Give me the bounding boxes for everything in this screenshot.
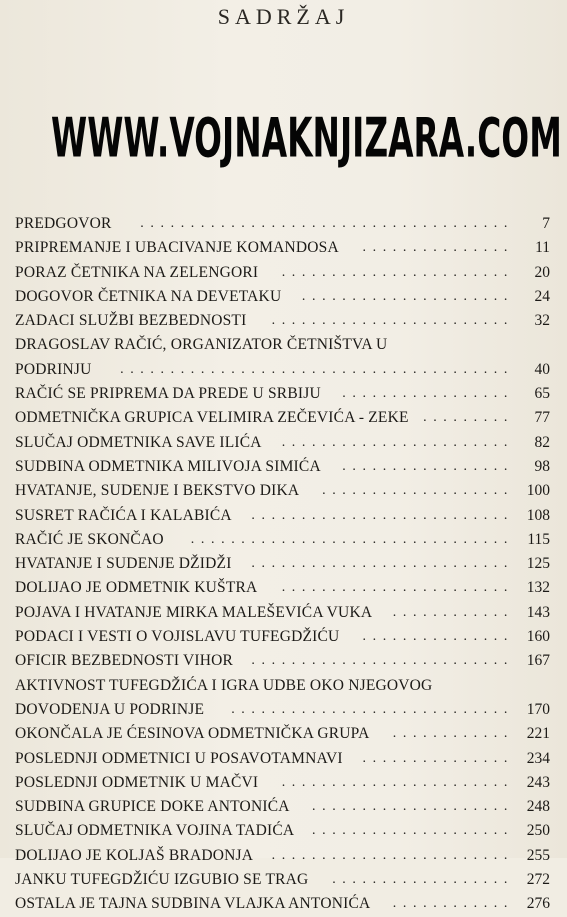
toc-entry-page: 255 bbox=[526, 846, 550, 864]
toc-entry-title: JANKU TUFEGDŽIĆU IZGUBIO SE TRAG bbox=[15, 871, 309, 889]
dot-leader: ............... bbox=[362, 750, 514, 766]
toc-entry-page: 11 bbox=[535, 239, 550, 257]
toc-entry-title: PORAZ ČETNIKA NA ZELENGORI bbox=[15, 263, 259, 281]
toc-entry-page: 125 bbox=[526, 555, 550, 573]
toc-entry bbox=[15, 333, 550, 357]
toc-entry-title: RAČIĆ JE SKONČAO bbox=[15, 530, 164, 548]
dot-leader: ............ bbox=[392, 896, 514, 912]
dot-leader: ....................................... bbox=[120, 361, 514, 377]
toc-entry-title: ZADACI SLUŽBI BEZBEDNOSTI bbox=[15, 312, 247, 330]
dot-leader: ................. bbox=[342, 386, 514, 402]
toc-entry-page: 115 bbox=[527, 530, 550, 548]
toc-entry-title: POSLEDNJI ODMETNICI U POSAVOTAMNAVI bbox=[15, 749, 343, 767]
watermark: WWW.VOJNAKNJIZARA.COM bbox=[51, 108, 562, 171]
toc-entry-page: 24 bbox=[534, 287, 550, 305]
toc-entry bbox=[15, 504, 550, 528]
toc-entry-page: 243 bbox=[526, 773, 550, 791]
toc-entry-title: HVATANJE, SUDENJE I BEKSTVO DIKA bbox=[15, 482, 300, 500]
toc-entry bbox=[15, 528, 550, 552]
toc-entry-title: RAČIĆ SE PRIPREMA DA PREDE U SRBIJU bbox=[15, 385, 321, 403]
toc-entry bbox=[15, 747, 550, 771]
toc-entry bbox=[15, 309, 550, 333]
toc-entry-title: OSTALA JE TAJNA SUDBINA VLAJKA ANTONIĆA bbox=[15, 895, 371, 913]
toc-entry-title: PODRINJU bbox=[15, 360, 92, 378]
toc-entry-page: 160 bbox=[526, 628, 550, 646]
toc-entry bbox=[15, 868, 550, 892]
toc-entry-title: ODMETNIČKA GRUPICA VELIMIRA ZEČEVIĆA - ZEKE bbox=[15, 409, 409, 427]
toc-entry-title: DOLIJAO JE KOLJAŠ BRADONJA bbox=[15, 846, 254, 864]
toc-entry bbox=[15, 649, 550, 673]
toc-entry-page: 98 bbox=[534, 457, 550, 475]
toc-entry bbox=[15, 552, 550, 576]
toc-entry-page: 100 bbox=[526, 482, 550, 500]
toc-entry-page: 82 bbox=[534, 433, 550, 451]
toc-entry bbox=[15, 771, 550, 795]
dot-leader: ................. bbox=[342, 458, 514, 474]
toc-entry-page: 170 bbox=[526, 700, 550, 718]
toc-entry bbox=[15, 601, 550, 625]
dot-leader: ....................... bbox=[281, 434, 514, 450]
toc-entry bbox=[15, 358, 550, 382]
toc-entry bbox=[15, 892, 550, 916]
toc-entry-page: 167 bbox=[526, 652, 550, 670]
toc-entry-page: 108 bbox=[526, 506, 550, 524]
toc-entry-title: SLUČAJ ODMETNIKA SAVE ILIĆA bbox=[15, 433, 262, 451]
toc-entry bbox=[15, 236, 550, 260]
dot-leader: ............ bbox=[392, 726, 514, 742]
toc-entry bbox=[15, 479, 550, 503]
dot-leader: ......... bbox=[423, 410, 514, 426]
toc-entry bbox=[15, 212, 550, 236]
toc-entry-page: 132 bbox=[526, 579, 550, 597]
toc-entry bbox=[15, 285, 550, 309]
dot-leader: .......................... bbox=[251, 653, 514, 669]
toc-entry-title: OKONČALA JE ĆESINOVA ODMETNIČKA GRUPA bbox=[15, 725, 370, 743]
toc-entry bbox=[15, 625, 550, 649]
toc-entry-title: DOLIJAO JE ODMETNIK KUŠTRA bbox=[15, 579, 258, 597]
toc-entry-page: 272 bbox=[526, 871, 550, 889]
toc-entry-title: AKTIVNOST TUFEGDŽIĆA I IGRA UDBE OKO NJEGOVOG bbox=[15, 676, 433, 694]
toc-entry-page: 32 bbox=[534, 312, 550, 330]
dot-leader: .................. bbox=[332, 872, 514, 888]
toc-entry-title: SUSRET RAČIĆA I KALABIĆA bbox=[15, 506, 232, 524]
toc-entry bbox=[15, 722, 550, 746]
toc-entry-page: 250 bbox=[526, 822, 550, 840]
toc-entry-title: POJAVA I HVATANJE MIRKA MALEŠEVIĆA VUKA bbox=[15, 603, 373, 621]
dot-leader: ....................... bbox=[281, 580, 514, 596]
dot-leader: .................... bbox=[312, 799, 514, 815]
toc-entry bbox=[15, 431, 550, 455]
dot-leader: ........................ bbox=[271, 313, 514, 329]
toc-entry bbox=[15, 674, 550, 698]
dot-leader: ............................ bbox=[231, 701, 514, 717]
toc-entry-page: 248 bbox=[526, 798, 550, 816]
toc-entry-page: 7 bbox=[542, 215, 550, 232]
toc-entry bbox=[15, 455, 550, 479]
toc-entry-title: PREDGOVOR bbox=[15, 215, 112, 232]
toc-entry-page: 221 bbox=[526, 725, 550, 743]
dot-leader: ....................... bbox=[281, 774, 514, 790]
toc-entry bbox=[15, 819, 550, 843]
dot-leader: ................... bbox=[322, 483, 514, 499]
dot-leader: ..................... bbox=[301, 288, 514, 304]
dot-leader: ............ bbox=[392, 604, 514, 620]
toc-entry-page: 40 bbox=[534, 360, 550, 378]
dot-leader: ........................ bbox=[271, 847, 514, 863]
toc-entry-title: SUDBINA ODMETNIKA MILIVOJA SIMIĆA bbox=[15, 457, 321, 475]
toc-entry-title: SUDBINA GRUPICE DOKE ANTONIĆA bbox=[15, 798, 290, 816]
toc-entry-title: DOVODENJA U PODRINJE bbox=[15, 700, 205, 718]
toc-entry-title: DOGOVOR ČETNIKA NA DEVETAKU bbox=[15, 287, 282, 305]
toc-entry-title: OFICIR BEZBEDNOSTI VIHOR bbox=[15, 652, 234, 670]
dot-leader: .......................... bbox=[251, 507, 514, 523]
table-of-contents bbox=[15, 212, 550, 917]
toc-entry-page: 143 bbox=[526, 603, 550, 621]
toc-entry bbox=[15, 576, 550, 600]
toc-entry-title: SLUČAJ ODMETNIKA VOJINA TADIĆA bbox=[15, 822, 295, 840]
dot-leader: .......................... bbox=[251, 556, 514, 572]
toc-entry bbox=[15, 406, 550, 430]
toc-entry bbox=[15, 382, 550, 406]
dot-leader: .................... bbox=[312, 823, 514, 839]
toc-entry-title: PRIPREMANJE I UBACIVANJE KOMANDOSA bbox=[15, 239, 339, 257]
toc-entry-page: 234 bbox=[526, 749, 550, 767]
toc-entry bbox=[15, 698, 550, 722]
toc-entry-title: DRAGOSLAV RAČIĆ, ORGANIZATOR ČETNIŠTVA U bbox=[15, 336, 388, 354]
toc-entry-page: 65 bbox=[534, 385, 550, 403]
dot-leader: ............... bbox=[362, 240, 514, 256]
toc-entry-title: POSLEDNJI ODMETNIK U MAČVI bbox=[15, 773, 259, 791]
toc-entry-page: 276 bbox=[526, 895, 550, 913]
toc-entry bbox=[15, 261, 550, 285]
toc-entry bbox=[15, 844, 550, 868]
toc-entry bbox=[15, 795, 550, 819]
dot-leader: ....................... bbox=[281, 264, 514, 280]
dot-leader: ..................................... bbox=[140, 216, 514, 231]
toc-entry-title: PODACI I VESTI O VOJISLAVU TUFEGDŽIĆU bbox=[15, 628, 340, 646]
toc-entry-title: HVATANJE I SUDENJE DŽIDŽI bbox=[15, 555, 232, 573]
page-title: SADRŽAJ bbox=[217, 4, 350, 29]
dot-leader: ............... bbox=[362, 629, 514, 645]
dot-leader: ................................ bbox=[190, 531, 514, 547]
toc-entry-page: 20 bbox=[534, 263, 550, 281]
toc-entry-page: 77 bbox=[534, 409, 550, 427]
